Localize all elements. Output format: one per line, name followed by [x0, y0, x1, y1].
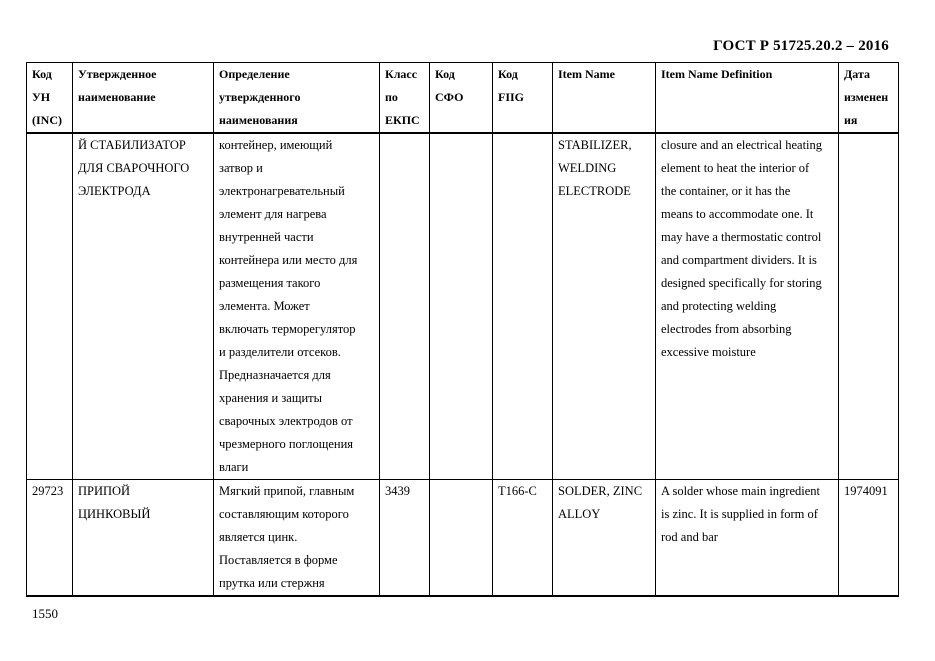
page-number: 1550: [32, 606, 58, 621]
cell-definition: контейнер, имеющий затвор и электронагревательный элемент для нагрева внутренней части контейнера или место для размещения такого элемента. Может включать терморегулятор и разделители отсеков. Предназначается для хранения и защиты сварочных электродов от чрезмерного поглощения влаги: [214, 133, 380, 480]
cell-item-name-definition: A solder whose main ingredient is zinc. It is supplied in form of rod and bar: [656, 480, 839, 597]
table-row: [27, 133, 899, 480]
col-header-approved-name: Утвержденное наименование: [73, 63, 214, 134]
cell-item-name-definition: closure and an electrical heating element to heat the interior of the container, or it has the means to accommodate one. It may have a thermostatic control and compartment dividers. It is designed specifically for storing and protecting welding electrodes from absorbing excessive moisture: [656, 133, 839, 480]
table-row: [27, 480, 899, 597]
table-header-row: [27, 63, 899, 134]
cell-inc: [27, 133, 73, 480]
col-header-sfo-code: Код СФО: [430, 63, 493, 134]
col-header-ekps-class: Класс по ЕКПС: [380, 63, 430, 134]
cell-sfo-code: [430, 133, 493, 480]
col-header-item-name: Item Name: [553, 63, 656, 134]
col-header-fiig-code: Код FIIG: [493, 63, 553, 134]
cell-item-name: SOLDER, ZINC ALLOY: [553, 480, 656, 597]
col-header-definition: Определение утвержденного наименования: [214, 63, 380, 134]
cell-change-date: [839, 133, 899, 480]
cell-change-date: 1974091: [839, 480, 899, 597]
cell-fiig-code: T166-C: [493, 480, 553, 597]
cell-ekps-class: [380, 133, 430, 480]
catalog-table: [26, 62, 899, 597]
cell-ekps-class: 3439: [380, 480, 430, 597]
cell-item-name: STABILIZER, WELDING ELECTRODE: [553, 133, 656, 480]
cell-inc: 29723: [27, 480, 73, 597]
document-title: ГОСТ Р 51725.20.2 – 2016: [713, 38, 889, 54]
cell-sfo-code: [430, 480, 493, 597]
cell-definition: Мягкий припой, главным составляющим которого является цинк. Поставляется в форме прутка или стержня: [214, 480, 380, 597]
cell-approved-name: Й СТАБИЛИЗАТОР ДЛЯ СВАРОЧНОГО ЭЛЕКТРОДА: [73, 133, 214, 480]
cell-fiig-code: [493, 133, 553, 480]
col-header-item-name-definition: Item Name Definition: [656, 63, 839, 134]
col-header-inc: Код УН (INC): [27, 63, 73, 134]
col-header-change-date: Дата изменен ия: [839, 63, 899, 134]
cell-approved-name: ПРИПОЙ ЦИНКОВЫЙ: [73, 480, 214, 597]
